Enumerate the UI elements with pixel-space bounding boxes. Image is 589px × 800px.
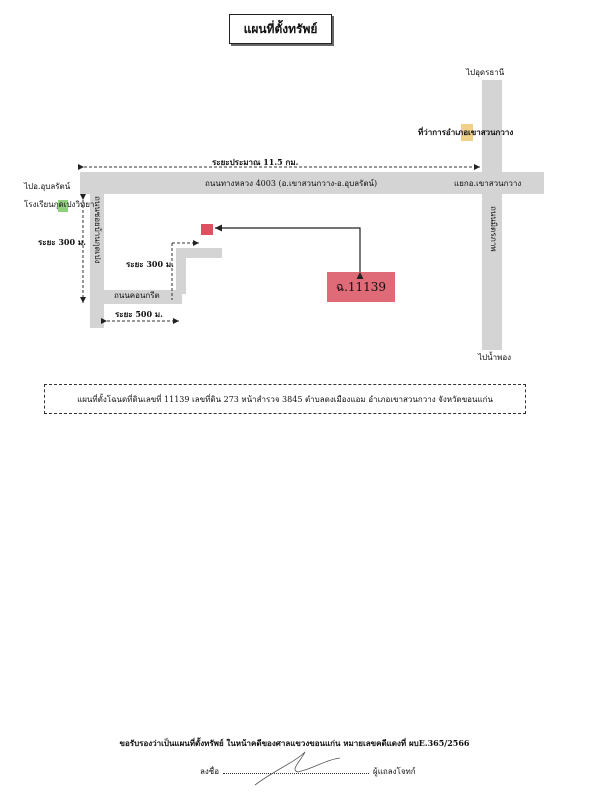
plot-label: ฉ.11139 <box>335 279 387 294</box>
label-to-north: ไปอุดรธานี <box>466 68 505 77</box>
label-school: โรงเรียนกุดเปงวิทยา <box>24 200 95 209</box>
label-distance-main: ระยะประมาณ 11.5 กม. <box>212 157 299 167</box>
label-intersection: แยกอ.เขาสวนกวาง <box>454 179 522 188</box>
map-caption: แผนที่ตั้งโฉนดที่ดินเลขที่ 11139 เลขที่ดิน 273 หน้าสำรวจ 3845 ตำบลดงเมืองแอม อำเภอเขาสวนกวาง จังหวัดขอนแก่น <box>44 384 526 414</box>
map-title: แผนที่ตั้งทรัพย์ <box>229 14 332 44</box>
label-dist-500: ระยะ 500 ม. <box>115 309 163 319</box>
footer-certify: ขอรับรองว่าเป็นแผนที่ตั้งทรัพย์ ในหน้าคดีของศาลแขวงขอนแก่น หมายเลขคดีแดงที่ ผบE.365/2566 <box>119 738 470 748</box>
label-to-south: ไปน้ำพอง <box>478 353 512 362</box>
label-dist-300-mid: ระยะ 300 ม. <box>126 259 174 269</box>
sign-prefix: ลงชื่อ <box>200 767 220 776</box>
label-dist-300-left: ระยะ 300 ม. <box>38 237 86 247</box>
label-highway: ถนนมิตรภาพ <box>489 206 498 252</box>
label-district-office: ที่ว่าการอำเภอเขาสวนกวาง <box>418 127 514 137</box>
label-to-west: ไปอ.อุบลรัตน์ <box>24 182 71 191</box>
label-concrete-road: ถนนคอนกรีต <box>114 291 160 300</box>
label-side-road: ถนนซอยบ้านกุดเปง <box>93 196 102 264</box>
sign-suffix: ผู้แถลงโจทก์ <box>373 767 416 776</box>
label-main-road: ถนนทางหลวง 4003 (อ.เขาสวนกวาง-อ.อุบลรัตน์) <box>205 179 378 188</box>
